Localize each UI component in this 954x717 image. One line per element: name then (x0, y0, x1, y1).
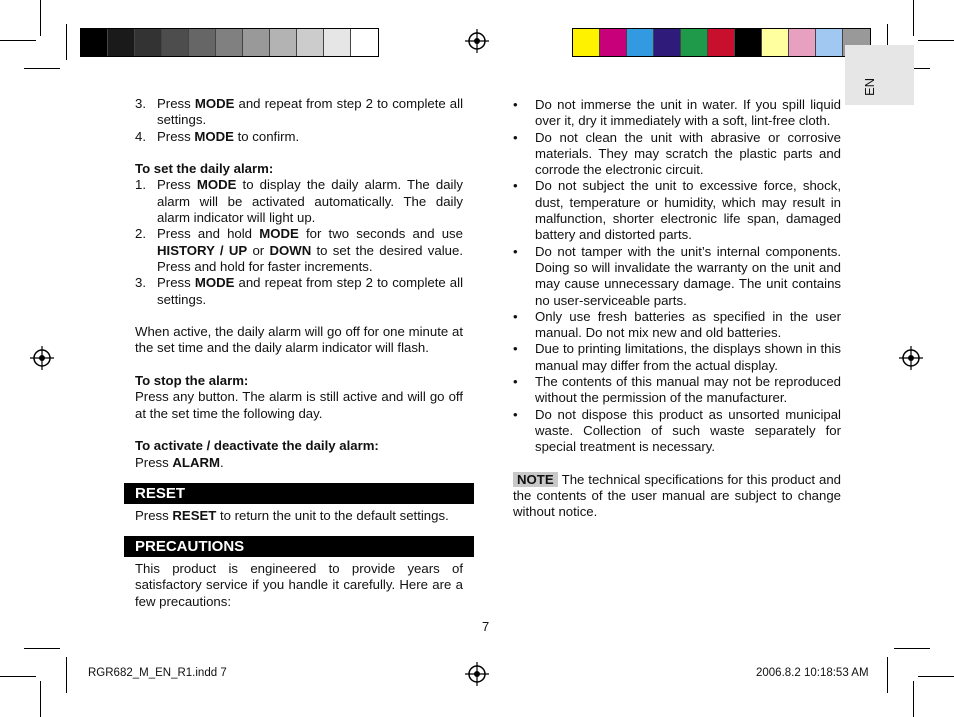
process-swatch (573, 29, 600, 56)
precaution-item (513, 244, 841, 309)
reset-text: Press RESET to return the unit to the default settings. (135, 507, 449, 523)
stop-alarm-heading: To stop the alarm: (135, 373, 249, 389)
step-item: 3. Press MODE and repeat from step 2 to complete all settings. (135, 275, 464, 307)
precaution-item (513, 407, 841, 456)
precaution-text: Do not immerse the unit in water. If you spill liquid over it, dry it immediately with a soft, lint-free cloth. (535, 97, 841, 129)
process-swatch (708, 29, 735, 56)
precaution-item (513, 130, 841, 179)
registration-target-icon (30, 346, 54, 370)
gray-swatch (270, 29, 297, 56)
crop-mark (913, 0, 914, 36)
gray-swatch (81, 29, 108, 56)
footer-datetime: 2006.8.2 10:18:53 AM (756, 667, 869, 679)
gray-swatch (135, 29, 162, 56)
crop-mark (918, 40, 954, 41)
process-swatch (789, 29, 816, 56)
daily-alarm-heading: To set the daily alarm: (135, 161, 274, 177)
bullet-icon: • (513, 129, 518, 145)
precaution-item (513, 374, 841, 407)
step-item: 4. Press MODE to confirm. (135, 128, 300, 144)
precaution-text: The contents of this manual may not be reproduced without the permission of the manufacturer. (535, 374, 841, 406)
process-swatch (654, 29, 681, 56)
step-item: 1. Press MODE to display the daily alarm. The daily alarm will be activated automatically. The daily alarm indicator will light up. (135, 177, 464, 226)
precautions-section-title: PRECAUTIONS (124, 536, 474, 557)
gray-color-bar (80, 28, 379, 57)
gray-swatch (108, 29, 135, 56)
precaution-text: Do not clean the unit with abrasive or corrosive materials. They may scratch the plastic parts and corrode the electronic circuit. (535, 129, 841, 178)
gray-swatch (162, 29, 189, 56)
crop-mark (913, 681, 914, 717)
registration-target-icon (899, 346, 923, 370)
when-active-paragraph: When active, the daily alarm will go off for one minute at the set time and the daily alarm indicator will flash. (135, 324, 463, 356)
language-tab (845, 45, 914, 105)
activate-alarm-text: Press ALARM. (135, 454, 224, 470)
process-color-bar (572, 28, 871, 57)
step-item: 3. Press MODE and repeat from step 2 to complete all settings. (135, 96, 464, 128)
precaution-text: Due to printing limitations, the displays shown in this manual may differ from the actual display. (535, 341, 841, 373)
crop-mark (40, 0, 41, 36)
crop-mark (66, 657, 67, 693)
gray-swatch (243, 29, 270, 56)
registration-target-icon (465, 29, 489, 53)
left-column (135, 96, 463, 610)
bullet-icon: • (513, 97, 518, 112)
language-tab-label: EN (862, 77, 877, 96)
gray-swatch (216, 29, 243, 56)
footer-file: RGR682_M_EN_R1.indd 7 (88, 667, 227, 679)
precaution-item (513, 341, 841, 374)
gray-swatch (297, 29, 324, 56)
precautions-list (513, 97, 841, 456)
precaution-item (513, 97, 841, 130)
crop-mark (0, 40, 36, 41)
crop-mark (894, 648, 930, 649)
registration-target-icon (465, 662, 489, 686)
bullet-icon: • (513, 341, 518, 357)
bullet-icon: • (513, 243, 518, 259)
crop-mark (887, 657, 888, 693)
stop-alarm-text: Press any button. The alarm is still active and will go off at the set time the following day. (135, 389, 463, 421)
crop-mark (24, 648, 60, 649)
process-swatch (735, 29, 762, 56)
precaution-text: Do not dispose this product as unsorted municipal waste. Collection of such waste separately for special treatment is necessary. (535, 406, 841, 455)
step-item: 2. Press and hold MODE for two seconds and use HISTORY / UP or DOWN to set the desired value. Press and hold for faster increments. (135, 226, 463, 274)
bullet-icon: • (513, 178, 518, 194)
bullet-icon: • (513, 406, 518, 422)
crop-mark (40, 681, 41, 717)
process-swatch (816, 29, 843, 56)
note-paragraph: NOTE The technical specifications for this product and the contents of the user manual are subject to change without notice. (513, 471, 841, 520)
process-swatch (681, 29, 708, 56)
precautions-intro: This product is engineered to provide years of satisfactory service if you handle it carefully. Here are a few precautions: (135, 561, 463, 609)
gray-swatch (189, 29, 216, 56)
precaution-item (513, 309, 841, 342)
process-swatch (600, 29, 627, 56)
page-number: 7 (482, 619, 490, 634)
crop-mark (918, 676, 954, 677)
bullet-icon: • (513, 374, 518, 390)
precaution-text: Do not tamper with the unit’s internal components. Doing so will invalidate the warranty on the unit and may cause unnecessary damage. The unit contains no user-serviceable parts. (535, 243, 841, 308)
crop-mark (0, 676, 36, 677)
precaution-text: Do not subject the unit to excessive force, shock, dust, temperature or humidity, which may result in malfunction, shorter electronic life span, damaged battery and distorted parts. (535, 178, 841, 243)
right-column (513, 97, 841, 521)
gray-swatch (351, 29, 378, 56)
gray-swatch (324, 29, 351, 56)
reset-section-title: RESET (124, 483, 474, 504)
crop-mark (24, 68, 60, 69)
bullet-icon: • (513, 308, 518, 324)
crop-mark (66, 24, 67, 60)
precaution-text: Only use fresh batteries as specified in the user manual. Do not mix new and old batteries. (535, 308, 841, 341)
process-swatch (627, 29, 654, 56)
note-tag: NOTE (513, 472, 558, 487)
process-swatch (762, 29, 789, 56)
activate-alarm-heading: To activate / deactivate the daily alarm: (135, 438, 379, 454)
precaution-item (513, 178, 841, 243)
